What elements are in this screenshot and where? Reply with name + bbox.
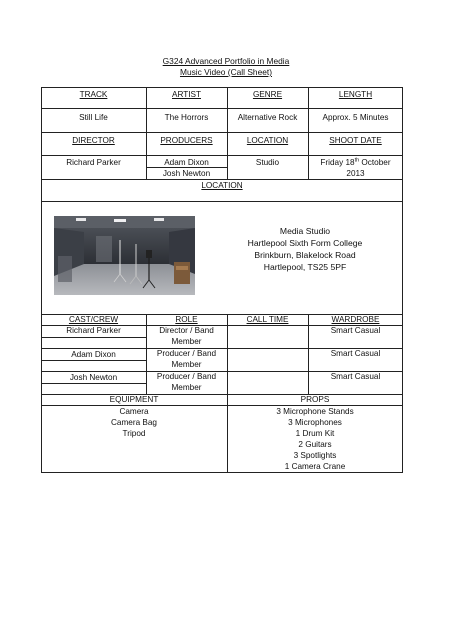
cast-wardrobe: Smart Casual <box>330 349 381 358</box>
value-producer-2: Josh Newton <box>162 169 211 178</box>
header-shoot-date: SHOOT DATE <box>329 136 382 145</box>
props-item: 1 Camera Crane <box>284 462 346 471</box>
header-location: LOCATION <box>246 136 289 145</box>
header-call-time: CALL TIME <box>246 315 289 324</box>
header-genre: GENRE <box>252 90 283 99</box>
header-role: ROLE <box>175 315 198 324</box>
cast-name: Richard Parker <box>66 326 121 335</box>
value-location: Studio <box>255 158 280 167</box>
cast-role: Director / Band <box>159 326 214 335</box>
value-producer-1: Adam Dixon <box>164 158 209 167</box>
equipment-item: Camera Bag <box>111 418 157 427</box>
equipment-item: Tripod <box>122 429 146 438</box>
address-line-3: Brinkburn, Blakelock Road <box>254 250 356 260</box>
studio-photo <box>54 216 195 295</box>
header-length: LENGTH <box>338 90 373 99</box>
value-shoot-year: 2013 <box>346 169 365 178</box>
document-title: G324 Advanced Portfolio in Media <box>162 56 290 66</box>
header-director: DIRECTOR <box>72 136 115 145</box>
cast-wardrobe: Smart Casual <box>330 372 381 381</box>
document-subtitle: Music Video (Call Sheet) <box>179 67 272 77</box>
header-track: TRACK <box>79 90 108 99</box>
props-item: 3 Spotlights <box>293 451 337 460</box>
props-item: 3 Microphones <box>288 418 342 427</box>
value-shoot-date: Friday 18th October <box>320 157 391 167</box>
cast-role: Producer / Band <box>156 349 217 358</box>
cast-name: Adam Dixon <box>71 350 116 359</box>
address-line-2: Hartlepool Sixth Form College <box>247 238 363 248</box>
props-item: 3 Microphone Stands <box>276 407 354 416</box>
cast-name: Josh Newton <box>69 373 118 382</box>
cast-role-cont: Member <box>171 383 202 392</box>
cast-wardrobe: Smart Casual <box>330 326 381 335</box>
header-producers: PRODUCERS <box>160 136 213 145</box>
value-track: Still Life <box>79 113 108 122</box>
props-item: 1 Drum Kit <box>295 429 335 438</box>
value-director: Richard Parker <box>66 158 121 167</box>
value-genre: Alternative Rock <box>237 113 298 122</box>
value-artist: The Horrors <box>164 113 209 122</box>
equipment-item: Camera <box>119 407 149 416</box>
cast-role-cont: Member <box>171 337 202 346</box>
header-props: PROPS <box>300 395 330 404</box>
address-line-4: Hartlepool, TS25 5PF <box>263 262 347 272</box>
header-cast-crew: CAST/CREW <box>68 315 119 324</box>
cast-role-cont: Member <box>171 360 202 369</box>
value-length: Approx. 5 Minutes <box>322 113 389 122</box>
cast-role: Producer / Band <box>156 372 217 381</box>
address-line-1: Media Studio <box>279 226 331 236</box>
location-heading: LOCATION <box>201 181 243 190</box>
header-wardrobe: WARDROBE <box>331 315 380 324</box>
props-item: 2 Guitars <box>298 440 332 449</box>
header-artist: ARTIST <box>172 90 201 99</box>
header-equipment: EQUIPMENT <box>109 395 159 404</box>
